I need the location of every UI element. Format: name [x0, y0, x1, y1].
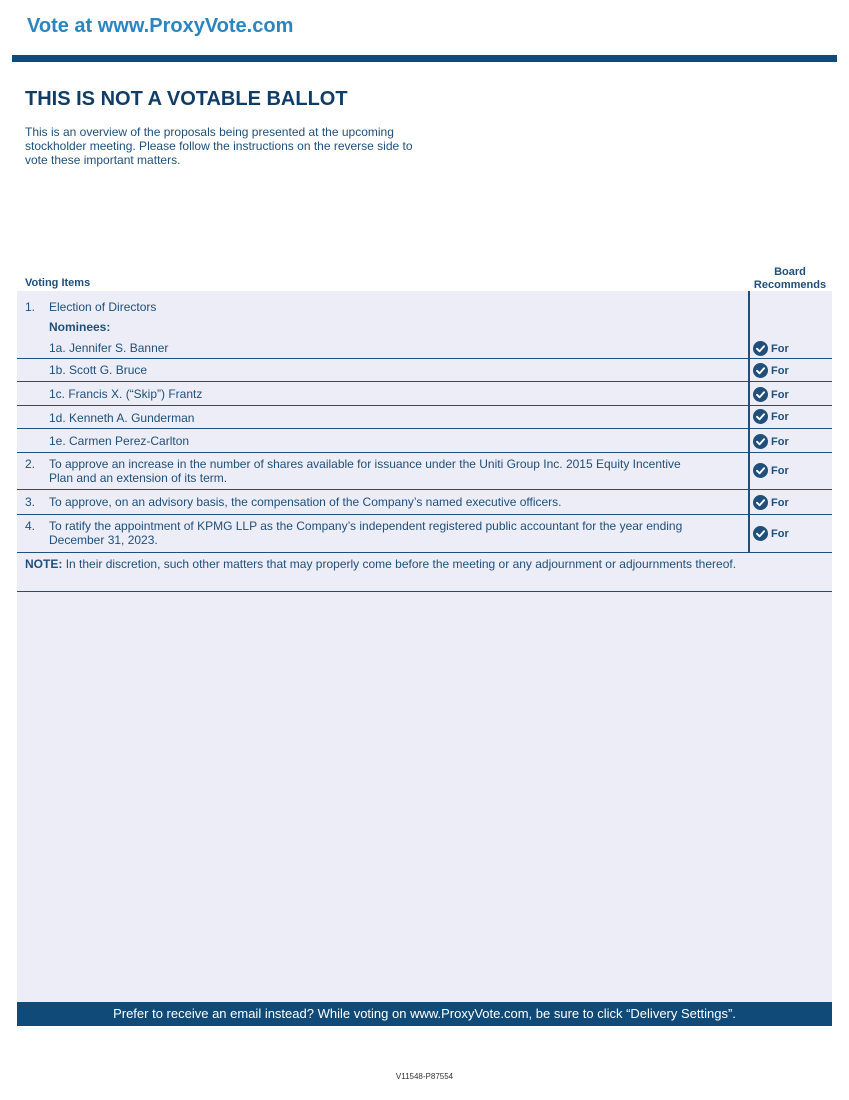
note-label: NOTE:: [25, 557, 63, 571]
top-divider: [12, 55, 837, 62]
item-1-row: [17, 291, 832, 359]
recommendation-label: For: [771, 342, 789, 355]
board-header-line1: Board: [774, 266, 806, 278]
recommendation-1b: [753, 363, 833, 378]
recommendation-label: For: [771, 464, 789, 477]
recommendation-label: For: [771, 435, 789, 448]
recommendation-label: For: [771, 410, 789, 423]
page-title: THIS IS NOT A VOTABLE BALLOT: [25, 88, 348, 110]
item-3-text: To approve, on an advisory basis, the compensation of the Company’s named executive officers.: [49, 495, 562, 509]
note-body: In their discretion, such other matters that may properly come before the meeting or any adjournment or adjournments thereof.: [65, 557, 737, 571]
item-2-text-line2: Plan and an extension of its term.: [49, 471, 228, 485]
nominee-1b-row: [17, 359, 832, 382]
recommendation-1d: [753, 409, 833, 424]
intro-paragraph: This is an overview of the proposals being presented at the upcoming stockholder meeting. Please follow the instructions on the reverse side to vote these important matters.: [25, 125, 413, 167]
item-1-number: 1.: [25, 300, 36, 314]
check-circle-icon: [753, 341, 768, 356]
item-4-text-line2: December 31, 2023.: [49, 533, 158, 547]
nominee-1e-row: [17, 429, 832, 453]
recommendation-1a: [753, 341, 833, 356]
column-divider: [748, 291, 750, 553]
nominee-1c: 1c. Francis X. (“Skip”) Frantz: [49, 387, 203, 401]
item-2-number: 2.: [25, 457, 36, 471]
recommendation-label: For: [771, 388, 789, 401]
note-row: [17, 553, 832, 592]
check-circle-icon: [753, 387, 768, 402]
item-2-row: [17, 453, 832, 490]
item-3-row: [17, 490, 832, 515]
recommendation-label: For: [771, 527, 789, 540]
check-circle-icon: [753, 363, 768, 378]
check-circle-icon: [753, 409, 768, 424]
check-circle-icon: [753, 495, 768, 510]
document-code: V11548-P87554: [395, 1072, 454, 1081]
nominee-1e: 1e. Carmen Perez-Carlton: [49, 434, 190, 448]
nominee-1d-row: [17, 406, 832, 429]
check-circle-icon: [753, 526, 768, 541]
check-circle-icon: [753, 434, 768, 449]
recommendation-label: For: [771, 496, 789, 509]
nominees-label: Nominees:: [49, 320, 111, 334]
recommendation-label: For: [771, 364, 789, 377]
nominee-1b: 1b. Scott G. Bruce: [49, 363, 148, 377]
note-text: [25, 558, 745, 570]
item-3-number: 3.: [25, 495, 36, 509]
item-4-text-line1: To ratify the appointment of KPMG LLP as the Company’s independent registered public accountant for the year ending: [49, 519, 683, 533]
check-circle-icon: [753, 463, 768, 478]
nominee-1a: 1a. Jennifer S. Banner: [49, 341, 169, 355]
nominee-1d: 1d. Kenneth A. Gunderman: [49, 411, 195, 425]
item-2-text-line1: To approve an increase in the number of shares available for issuance under the Uniti Group Inc. 2015 Equity Incentive: [49, 457, 681, 471]
item-4-row: [17, 515, 832, 553]
board-header-line2: Recommends: [753, 279, 827, 291]
recommendation-1e: [753, 434, 833, 449]
recommendation-1c: [753, 387, 833, 402]
item-1-text: Election of Directors: [49, 300, 157, 314]
voting-items-header: Voting Items: [25, 277, 91, 289]
nominee-1c-row: [17, 382, 832, 406]
proxyvote-header-link[interactable]: Vote at www.ProxyVote.com: [27, 15, 294, 37]
board-recommends-header: [750, 266, 830, 292]
recommendation-2: [753, 463, 833, 478]
item-4-number: 4.: [25, 519, 36, 533]
recommendation-4: [753, 526, 833, 541]
delivery-settings-banner: Prefer to receive an email instead? While voting on www.ProxyVote.com, be sure to click “Delivery Settings”.: [17, 1002, 832, 1026]
recommendation-3: [753, 495, 833, 510]
